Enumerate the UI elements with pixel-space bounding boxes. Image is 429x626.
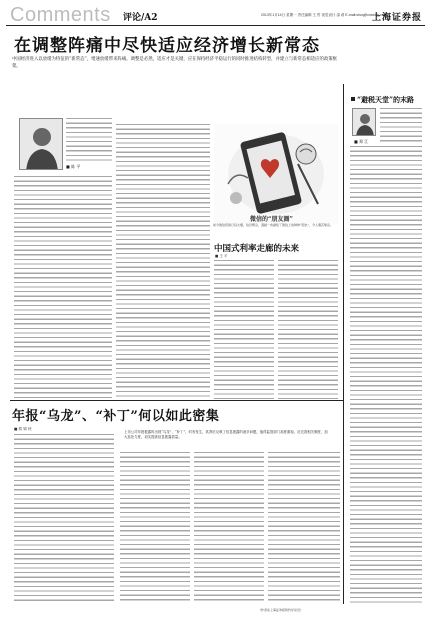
bottom-byline: ■ 熊 锦 秋 — [14, 427, 32, 431]
issue-info: 2013年1月14日 星期一 责任编辑 王 哲 视觉设计 邵 莉 E-mail:shzq@cnstock.com — [261, 13, 387, 17]
right-author-photo — [352, 108, 376, 136]
bottom-body-col2 — [120, 452, 190, 604]
main-body-col2 — [116, 124, 210, 398]
person-silhouette-icon — [353, 109, 376, 136]
sub-article-body-col1 — [214, 260, 274, 400]
sub-article-title: 中国式利率走廊的未来 — [214, 244, 300, 254]
title-bullet-icon — [351, 97, 355, 101]
illustration-caption: 如今微信营销日趋火爆，信息繁杂，漫画一角描绘了微信上的种种“朋友”，令人眼花缭乱。 — [213, 223, 334, 227]
masthead — [6, 4, 425, 26]
section-logo: Comments — [10, 4, 111, 26]
column-divider — [343, 84, 344, 604]
right-body-upper — [380, 108, 422, 142]
main-headline: 在调整阵痛中尽快适应经济增长新常态 — [14, 36, 320, 56]
author-photo — [19, 118, 63, 170]
phone-cartoon-icon — [214, 124, 338, 224]
main-author: ■ 陈 平 — [66, 164, 81, 169]
right-column-title: “避税天堂”的末路 — [357, 95, 415, 104]
main-lead: 中国经济进入以放缓为特征的“新常态”，增速放缓带来阵痛。调整是必然，适应才是关键，应在保持经济平稳运行的同时推进结构转型，并建立与新常态相适应的政策框架。 — [12, 57, 338, 69]
right-body — [350, 146, 422, 604]
main-body-col1 — [14, 176, 112, 398]
section-divider — [10, 400, 343, 401]
person-silhouette-icon — [20, 119, 63, 170]
bottom-body-col4 — [268, 452, 340, 604]
illustration-title: 微信的“朋友圈” — [250, 216, 293, 223]
bottom-lead: 上市公司年报披露时出现“乌龙”、“补丁”，时有发生，其背后反映了信息披露的诸多问题，值得监管部门高度重视。应完善相关制度，加大惩处力度，切实提高信息披露质量。 — [124, 430, 328, 439]
section-label: 评论/A2 — [123, 13, 158, 23]
cartoon-illustration — [214, 124, 338, 224]
newspaper-name: 上海证券报 — [371, 13, 422, 23]
sub-article-byline: ■ 王 平 — [215, 254, 228, 258]
main-body-col1-upper — [66, 118, 112, 162]
sub-article-body-col2 — [278, 260, 338, 400]
bottom-footnote: （作者系上海证券报特约评论员） — [258, 608, 304, 612]
bottom-headline: 年报“乌龙”、“补丁”何以如此密集 — [12, 409, 220, 424]
right-author: ■ 郑 江 — [354, 139, 369, 144]
bottom-body-col1 — [14, 434, 114, 604]
bottom-body-col3 — [194, 452, 264, 604]
